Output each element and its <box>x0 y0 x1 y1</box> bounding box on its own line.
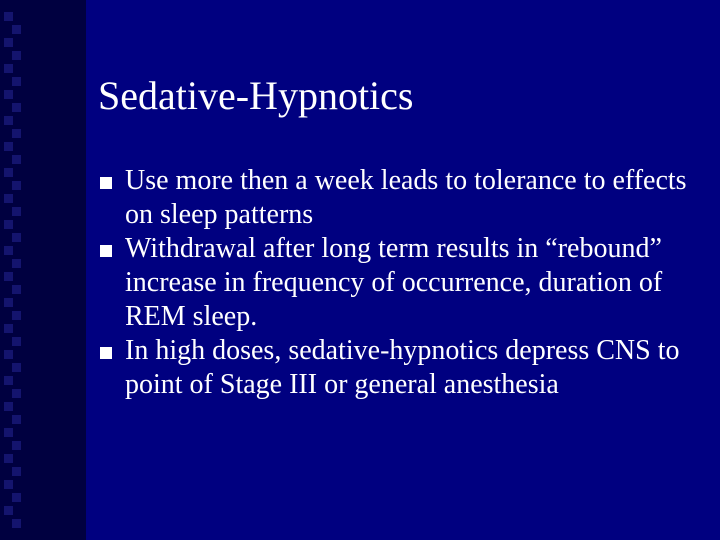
square-bullet-icon <box>100 245 112 257</box>
decorative-square <box>12 181 21 190</box>
square-bullet-icon <box>100 177 112 189</box>
decorative-square <box>4 324 13 333</box>
decorative-square <box>4 90 13 99</box>
decorative-square <box>12 233 21 242</box>
square-bullet-icon <box>100 347 112 359</box>
decorative-square <box>12 285 21 294</box>
bullet-item <box>100 232 710 334</box>
decorative-square <box>12 103 21 112</box>
decorative-square <box>4 168 13 177</box>
decorative-square <box>4 350 13 359</box>
decorative-square <box>12 337 21 346</box>
decorative-square <box>4 194 13 203</box>
decorative-square <box>4 142 13 151</box>
bullet-list <box>100 164 710 402</box>
decorative-square <box>4 402 13 411</box>
bullet-item <box>100 334 710 402</box>
decorative-square <box>4 220 13 229</box>
decorative-square <box>4 116 13 125</box>
decorative-square <box>12 155 21 164</box>
decorative-square <box>4 38 13 47</box>
slide-title: Sedative-Hypnotics <box>98 73 414 118</box>
decorative-square <box>4 428 13 437</box>
decorative-square <box>12 467 21 476</box>
decorative-square <box>4 506 13 515</box>
left-decorative-band <box>0 0 86 540</box>
decorative-square-column <box>0 12 22 532</box>
decorative-square <box>12 311 21 320</box>
decorative-square <box>4 376 13 385</box>
decorative-square <box>12 441 21 450</box>
decorative-square <box>12 51 21 60</box>
decorative-square <box>4 298 13 307</box>
decorative-square <box>4 12 13 21</box>
decorative-square <box>4 480 13 489</box>
decorative-square <box>12 389 21 398</box>
decorative-square <box>4 246 13 255</box>
decorative-square <box>12 415 21 424</box>
decorative-square <box>4 64 13 73</box>
decorative-square <box>12 519 21 528</box>
bullet-text: In high doses, sedative-hypnotics depress CNS to point of Stage III or general anesthesia <box>125 335 680 400</box>
decorative-square <box>12 77 21 86</box>
bullet-text: Use more then a week leads to tolerance to effects on sleep patterns <box>125 165 687 230</box>
bullet-item <box>100 164 710 232</box>
decorative-square <box>12 129 21 138</box>
decorative-square <box>4 454 13 463</box>
bullet-text: Withdrawal after long term results in “rebound” increase in frequency of occurrence, duration of REM sleep. <box>125 233 663 332</box>
decorative-square <box>12 259 21 268</box>
decorative-square <box>4 272 13 281</box>
decorative-square <box>12 363 21 372</box>
decorative-square <box>12 207 21 216</box>
decorative-square <box>12 25 21 34</box>
decorative-square <box>12 493 21 502</box>
